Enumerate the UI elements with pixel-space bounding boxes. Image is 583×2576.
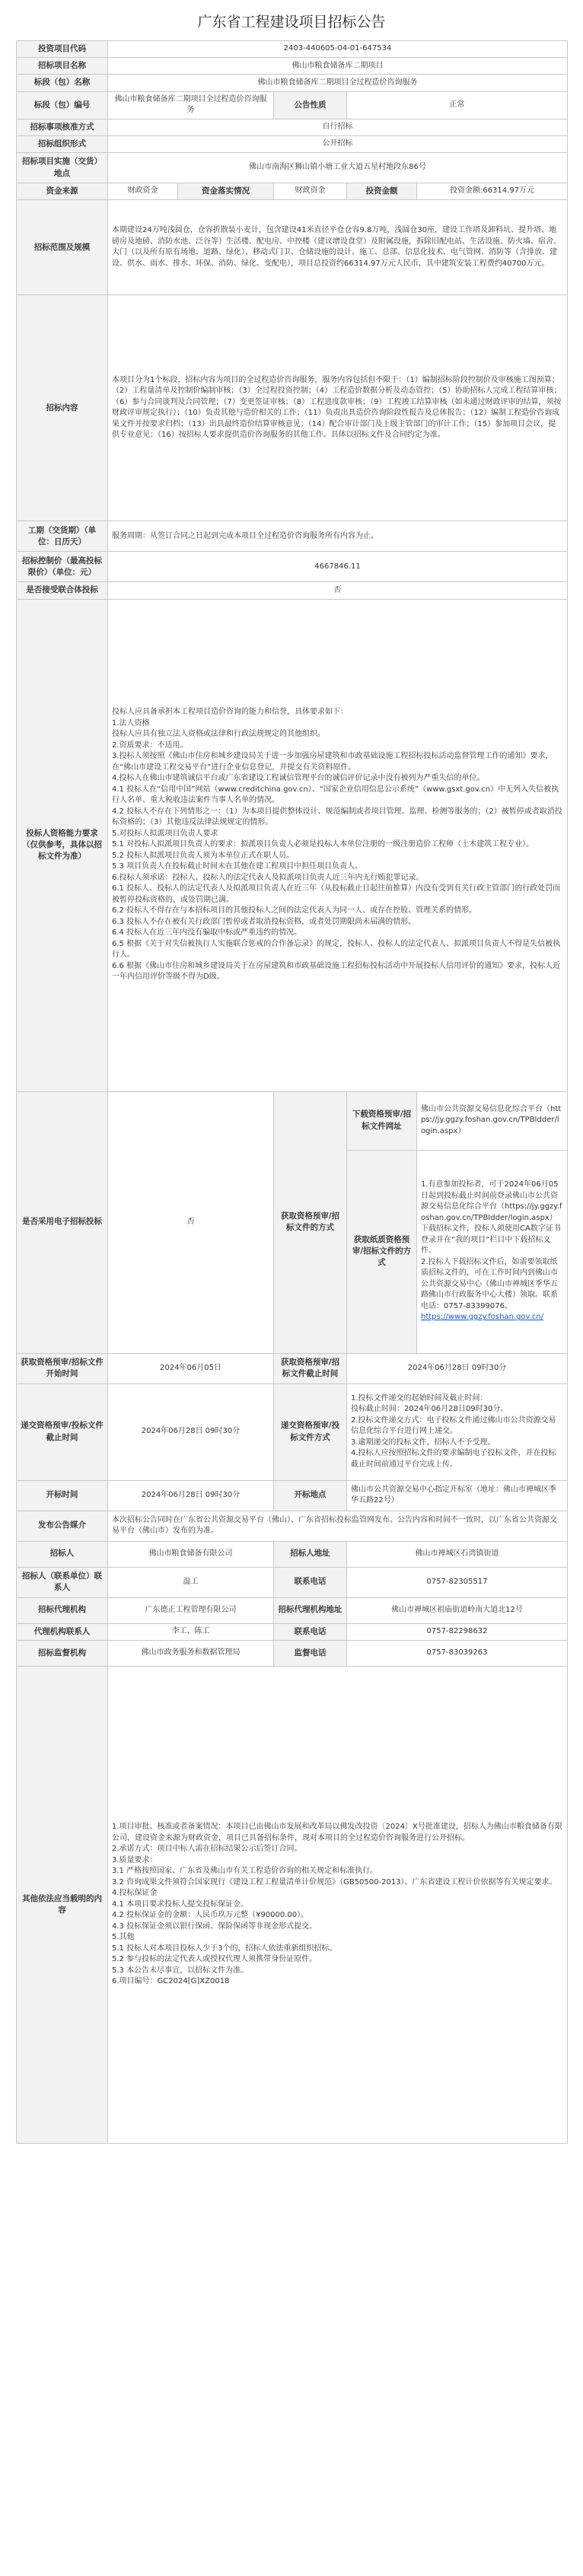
row-ceiling (17, 552, 568, 582)
label-get-end: 获取资格预审/招标文件截止时间 (274, 1353, 347, 1384)
value-name: 佛山市粮食储备库二期项目 (108, 58, 568, 75)
label-get-start: 获取资格预审/招标文件开始时间 (17, 1353, 108, 1384)
value-other: 1.项目审批、核准或者备案情况：本项目已由佛山市发展和改革局以佛发改投资〔2024〕X号批准建设，招标人为佛山市粮食储备有限公司，建设资金来源为财政资金，项目已具备招标条件，现对本项目的全过程造价咨询服务进行公开招标。 2.承诺方式：项目中标人需在招标结果公示后签订合同。 3.质量要求： 3.1 严格按照国家、广东省及佛山市有关工程造价咨询的相关规定和标准执行。 3.2 咨询成果文件须符合国家现行《建设工程工程量清单计价规范》（GB50500-2013）、广东省建设工程计价依据等有关规定要求。 4.投标保证金 4.1 本项目要求投标人提交投标保证金。 4.2 投标保证金的金额：人民币玖万元整（¥90000.00）。 4.3 投标保证金须以银行保函、保险保函等非现金形式提交。 5.其他 5.1 投标人对本项目投标人少于3个的，招标人依法重新组织招标。 5.2 参与投标的法定代表人或授权代理人须携带身份证原件。 5.3 本公告未尽事宜，以招标文件为准。 6.项目编号：GC2024[G]XZ0018 (108, 1666, 568, 2143)
value-notice-nature: 正常 (347, 91, 568, 119)
value-agency-tel: 0757-82298632 (347, 1623, 568, 1640)
label-tenderer-tel: 联系电话 (274, 1567, 347, 1597)
label-scope: 招标范围及规模 (17, 200, 108, 295)
row-qualification (17, 599, 568, 1091)
label-agency: 招标代理机构 (17, 1597, 108, 1623)
label-content: 招标内容 (17, 295, 108, 521)
label-name: 招标项目名称 (17, 58, 108, 75)
value-media: 本次招标公告同时在广东省公共资源交易平台（佛山）、广东省招标投标监管网发布。公告内容和时间不一致时，以广东省公共资源交易平台（佛山市）发布的为准。 (108, 1511, 568, 1541)
value-tenderer: 佛山市粮食储备有限公司 (108, 1541, 274, 1567)
label-online: 是否采用电子招标投标 (17, 1091, 108, 1353)
value-opening: 2024年06月28日 09时30分 (108, 1480, 274, 1511)
label-tenderer-contact: 招标人（联系单位）联系人 (17, 1567, 108, 1597)
label-tenderer-addr: 招标人地址 (274, 1541, 347, 1567)
label-submit-end: 递交资格预审/投标文件截止时间 (17, 1384, 108, 1480)
label-notice-nature: 公告性质 (274, 91, 347, 119)
value-opening-place: 佛山市公共资源交易中心指定开标室（地址：佛山市禅城区季华五路22号） (347, 1480, 568, 1511)
label-code: 投资项目代码 (17, 41, 108, 58)
label-qualification: 投标人资格能力要求（仅供参考，具体以招标文件为准） (17, 599, 108, 1091)
value-scope: 本期建设24万吨浅圆仓，仓容折散装小麦计，包含建设41米直径平仓仓容9.8万吨，浅圆仓30座，建设工作塔及卸料坑、提升塔、地磅房及地磅、消防水池、泛谷等）生活楼、配电房、中控楼（建议增设食堂）及附属设施，拆除旧配电站、生活设施、防火墙、宿舍、大门（以及所有原有场地、道路、绿化）、移动式门卫、仓储设施的设计、施工、总部、信息化技术、电气管网、消防等（含排放、建设、供水、雨水、排水、环保、消防、绿化、变配电），项目总投资约66314.97万元人民币，其中建筑安装工程费约40700万元。 (108, 200, 568, 295)
label-other: 其他依法应当载明的内容 (17, 1666, 108, 2143)
label-dl-site: 下载资格预审/招标文件网址 (347, 1091, 417, 1150)
value-agency: 广东德正工程管理有限公司 (108, 1597, 274, 1623)
row-get-times (17, 1353, 568, 1384)
row-fund (17, 183, 568, 200)
label-budget: 投资金额 (347, 183, 417, 200)
value-get-start: 2024年06月05日 (108, 1353, 274, 1384)
value-mode: 自行招标 (108, 119, 568, 135)
value-form: 公开招标 (108, 135, 568, 152)
label-ceiling: 招标控制价（最高投标限价）（单位：元） (17, 552, 108, 582)
label-opening: 开标时间 (17, 1480, 108, 1511)
row-supervisor (17, 1640, 568, 1666)
row-opening (17, 1480, 568, 1511)
label-supervisor-tel: 监督电话 (274, 1640, 347, 1666)
value-content: 本项目分为1个标段，招标内容为项目的全过程造价咨询服务，服务内容包括但不限于：（1）编制招标阶段控制价及审核施工图预算；（2）工程量清单及控制价编制审核；（3）全过程投资控制；（4）工程造价数据分析及动态管控；（5）协助招标人完成工程结算审核；（6）参与合同谈判及合同管理；（7）变更签证审核；（8）工程进度款审核；（9）工程竣工结算审核（如未通过财政评审的结算，须按财政评审规定执行）；（10）负责其他与造价相关的工作；（11）负责出具造价咨询阶段性报告及总体报告；（12）编制工程造价咨询成果文件并按要求归档；（13）出具最终造价结算审核意见；（14）配合审计部门及上级主管部门的审计工作；（15）参加项目会议，提供专业意见；（16）按招标人要求提供造价咨询服务的其他工作。具体以招标文件及合同约定为准。 (108, 295, 568, 521)
value-period: 服务周期：从签订合同之日起到完成本项目全过程造价咨询服务所有内容为止。 (108, 521, 568, 552)
value-place: 佛山市南海区狮山镇小塘工业大道五星村地段东86号 (108, 153, 568, 183)
value-fund: 财政资金 (108, 183, 178, 200)
value-online: 否 (108, 1091, 274, 1353)
label-period: 工期（交货期）（单位：日历天） (17, 521, 108, 552)
label-dl-method: 获取资格预审/招标文件的方式 (274, 1091, 347, 1353)
row-agency-contact (17, 1623, 568, 1640)
row-period (17, 521, 568, 552)
row-name (17, 58, 568, 75)
row-section (17, 91, 568, 119)
label-fund: 资金来源 (17, 183, 108, 200)
value-tenderer-contact: 温工 (108, 1567, 274, 1597)
value-supervisor: 佛山市政务服务和数据管理局 (108, 1640, 274, 1666)
row-scope (17, 200, 568, 295)
value-tenderer-tel: 0757-82305517 (347, 1567, 568, 1597)
value-agency-contact: 李工、陈工 (108, 1623, 274, 1640)
value-agency-addr: 佛山市禅城区祖庙街道岭南大道北12号 (347, 1597, 568, 1623)
cell-get-method (417, 1150, 568, 1353)
label-agency-addr: 招标代理机构地址 (274, 1597, 347, 1623)
notice-table (16, 40, 568, 2144)
value-submit-end: 2024年06月28日 09时30分 (108, 1384, 274, 1480)
label-opening-place: 开标地点 (274, 1480, 347, 1511)
value-get-method: 1.有意参加投标者，可于2024年06月05日起到投标截止时间前登录佛山市公共资源交易信息化综合平台（https://jy.ggzy.foshan.gov.cn/TPBIdder/login.aspx）下载招标文件，投标人须使用CA数字证书登录并在“我的项目”栏目中下载招标文件。 2.投标人下载招标文件后，如需要领取纸质招标文件的，可在工作时间内到佛山市公共资源交易中心（佛山市禅城区季华五路佛山市行政服务中心大楼）领取。联系电话：0757-83399076。 (421, 1180, 562, 1310)
row-content (17, 295, 568, 521)
value-ceiling: 4667846.11 (108, 552, 568, 582)
label-media: 发布公告媒介 (17, 1511, 108, 1541)
row-bid-name (17, 75, 568, 91)
value-consortium: 否 (108, 582, 568, 599)
notice-page (16, 0, 567, 2151)
value-fund-status: 财政资金 (274, 183, 347, 200)
label-consortium: 是否接受联合体投标 (17, 582, 108, 599)
value-code: 2403-440605-04-01-647534 (108, 41, 568, 58)
label-get-method: 获取纸质资格预审/招标文件的方式 (347, 1150, 417, 1353)
label-agency-tel: 联系电话 (274, 1623, 347, 1640)
row-tenderer (17, 1541, 568, 1567)
value-budget: 投资金额:66314.97万元 (417, 183, 568, 200)
value-qualification: 投标人应具备承担本工程项目造价咨询的能力和信誉，具体要求如下： 1.法人资格 投标人应具有独立法人资格或法律和行政法规规定的其他组织。 2.资质要求：不适用。 3.投标人须按照《佛山市住房和城乡建设局关于进一步加强房屋建筑和市政基础设施工程招标投标活动监督管理工作的通知》要求，在“佛山市建设工程交易平台”进行企业信息登记，并提交有关资料原件。 4.投标人在佛山市建筑诚信平台或广东省建设工程诚信管理平台的诚信评价记录中没有被列为严重失信的单位。 4.1 投标人在“信用中国”网站（www.creditchina.gov.cn）、“国家企业信用信息公示系统”（www.gsxt.gov.cn）中无列入失信被执行人名单、重大税收违法案件当事人名单的情况。 4.2 投标人不存在下列情形之一：（1）为本项目提供整体设计、规范编制或者项目管理、监理、检测等服务的；（2）被暂停或者取消投标资格的；（3）其他违反法律法规规定的情形。 5.对投标人拟派项目负责人要求 5.1 对投标人拟派项目负责人的要求：拟派项目负责人必须是投标人本单位注册的一级注册造价工程师（土木建筑工程专业）。 5.2 投标人拟派项目负责人须为本单位正式在职人员。 5.3 项目负责人在投标截止时间未在其他在建工程项目中担任项目负责人。 6.投标人须承诺：投标人、投标人的法定代表人及拟派项目负责人近三年内无行贿犯罪记录。 6.1 投标人、投标人的法定代表人及拟派项目负责人在近三年（从投标截止日起往前推算）内没有受到有关行政主管部门的行政处罚而被暂停投标资格的，或处罚期已满。 6.2 投标人不得存在与本招标项目的其他投标人之间的法定代表人为同一人、或存在控股、管理关系的情形。 6.3 投标人不存在被有关行政部门暂停或者取消投标资格，或者处罚期限尚未届满的情形。 6.4 投标人在近三年内没有骗取中标或严重违约的情况。 6.5 根据《关于对失信被执行人实施联合惩戒的合作备忘录》的规定，投标人、投标人的法定代表人、拟派项目负责人不得是失信被执行人。 6.6 根据《佛山市住房和城乡建设局关于在房屋建筑和市政基础设施工程招标投标活动中开展投标人信用评价的通知》要求，投标人近一年内信用评价等级不得为D级。 (108, 599, 568, 1091)
label-mode: 招标事项核准方式 (17, 119, 108, 135)
label-supervisor: 招标监督机构 (17, 1640, 108, 1666)
row-mode (17, 119, 568, 135)
row-media (17, 1511, 568, 1541)
row-submit (17, 1384, 568, 1480)
row-other (17, 1666, 568, 2143)
page-title: 广东省工程建设项目招标公告 (197, 14, 386, 30)
value-dl-site: 佛山市公共资源交易信息化综合平台（https://jy.ggzy.foshan.gov.cn/TPBIdder/login.aspx） (417, 1091, 568, 1150)
value-supervisor-tel: 0757-83039263 (347, 1640, 568, 1666)
row-online-site (17, 1091, 568, 1150)
label-form: 招标组织形式 (17, 135, 108, 152)
row-agency (17, 1597, 568, 1623)
label-place: 招标项目实施（交货）地点 (17, 153, 108, 183)
portal-link[interactable]: https://www.ggzy.foshan.gov.cn/ (421, 1313, 544, 1322)
label-bid-name: 标段（包）名称 (17, 75, 108, 91)
value-submit-method: 1.投标文件递交的起始时间及截止时间： 投标截止时间：2024年06月28日09时30分。 2.投标文件递交方式：电子投标文件通过佛山市公共资源交易信息化综合平台进行网上递交。 3.逾期递交的投标文件，招标人不予受理。 4.投标人应按照招标文件的要求编制电子投标文件，并在投标截止时间前通过平台完成上传。 (347, 1384, 568, 1480)
value-get-end: 2024年06月28日 09时30分 (347, 1353, 568, 1384)
value-tenderer-addr: 佛山市禅城区石湾镇街道 (347, 1541, 568, 1567)
row-form (17, 135, 568, 152)
row-place (17, 153, 568, 183)
value-bid-name: 佛山市粮食储备库二期项目全过程造价咨询服务 (108, 75, 568, 91)
label-tenderer: 招标人 (17, 1541, 108, 1567)
row-tenderer-contact (17, 1567, 568, 1597)
row-code (17, 41, 568, 58)
value-section: 佛山市粮食储备库二期项目全过程造价咨询服务 (108, 91, 274, 119)
row-consortium (17, 582, 568, 599)
label-agency-contact: 代理机构联系人 (17, 1623, 108, 1640)
label-section: 标段（包）编号 (17, 91, 108, 119)
label-fund-status: 资金落实情况 (178, 183, 274, 200)
label-submit-method: 递交资格预审/投标文件方式 (274, 1384, 347, 1480)
